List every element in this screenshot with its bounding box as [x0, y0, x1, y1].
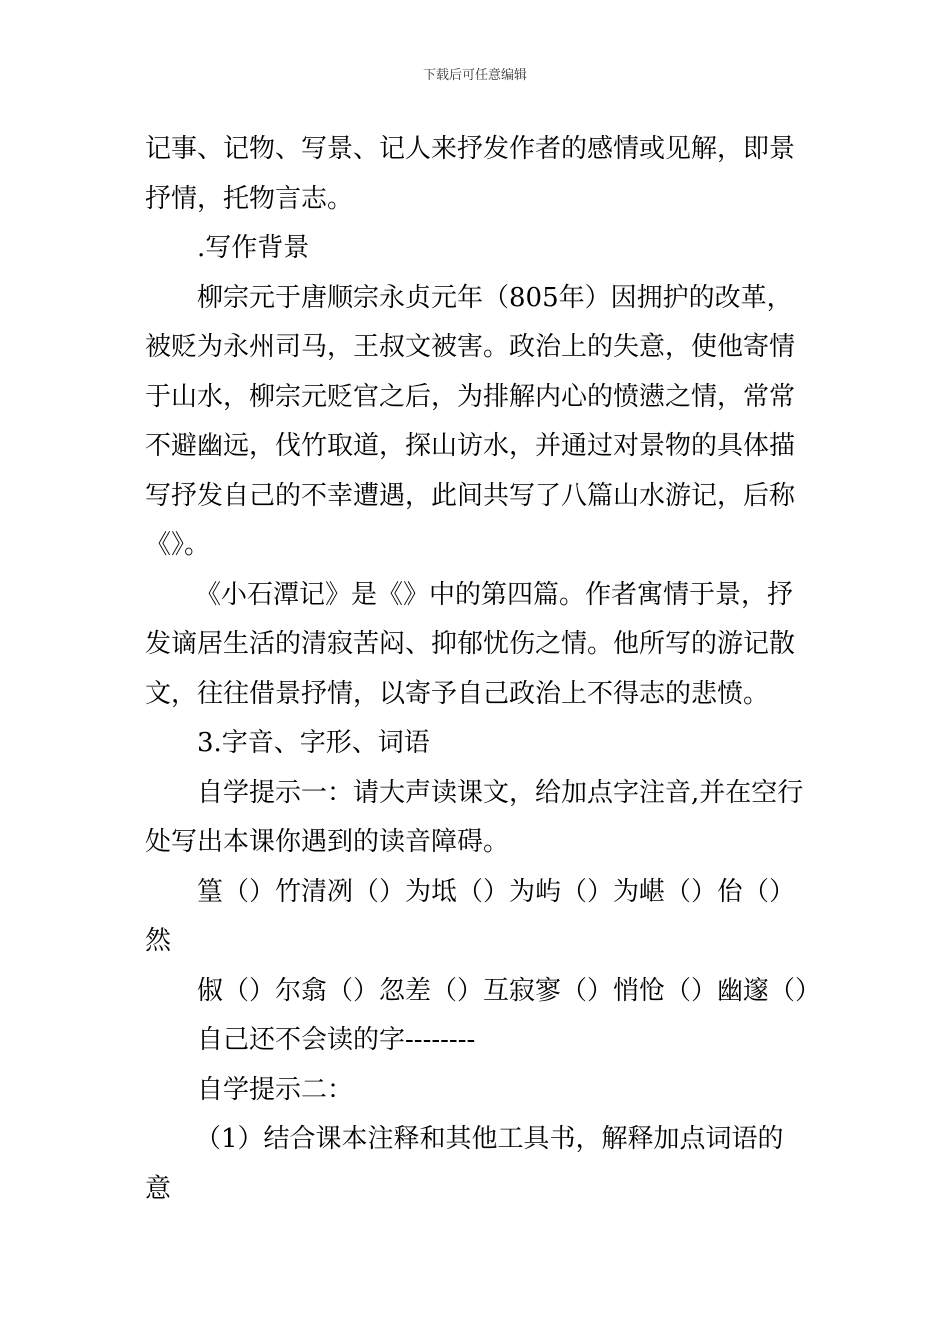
- page-header-note: 下载后可任意编辑: [422, 68, 527, 83]
- paragraph-background: 柳宗元于唐顺宗永贞元年（805年）因拥护的改革，被贬为永州司马，王叔文被害。政治上的失意，使他寄情于山水，柳宗元贬官之后，为排解内心的愤懑之情，常常不避幽远，伐竹取道，探山访水，并通过对景物的具体描写抒发自己的不幸遭遇，此间共写了八篇山水游记，后称《》。: [145, 282, 796, 560]
- paragraph-intro-continuation: 记事、记物、写景、记人来抒发作者的感情或见解，即景抒情，托物言志。: [145, 134, 796, 214]
- paragraph-task-one: （1）结合课本注释和其他工具书，解释加点词语的意: [145, 1124, 784, 1204]
- section-heading-background: .写作背景: [197, 233, 310, 263]
- section-heading-pronunciation: 3.字音、字形、词语: [197, 728, 430, 758]
- paragraph-xiaoshitanji: 《小石潭记》是《》中的第四篇。作者寓情于景，抒发谪居生活的清寂苦闷、抑郁忧伤之情。他所写的游记散文，往往借景抒情，以寄予自己政治上不得志的悲愤。: [145, 579, 796, 709]
- document-body: [145, 125, 822, 1214]
- pronunciation-line-two: 俶（）尔翕（）忽差（）互寂寥（）悄怆（）幽邃（）: [197, 975, 822, 1006]
- unknown-characters-line: 自己还不会读的字--------: [197, 1025, 476, 1055]
- paragraph-prompt-two: 自学提示二：: [197, 1074, 354, 1105]
- paragraph-prompt-one: 自学提示一：请大声读课文，给加点字注音,并在空行处写出本课你遇到的读音障碍。: [145, 777, 804, 857]
- pronunciation-line-one: 篁（）竹清冽（）为坻（）为屿（）为嵁（）佁（）然: [145, 876, 796, 956]
